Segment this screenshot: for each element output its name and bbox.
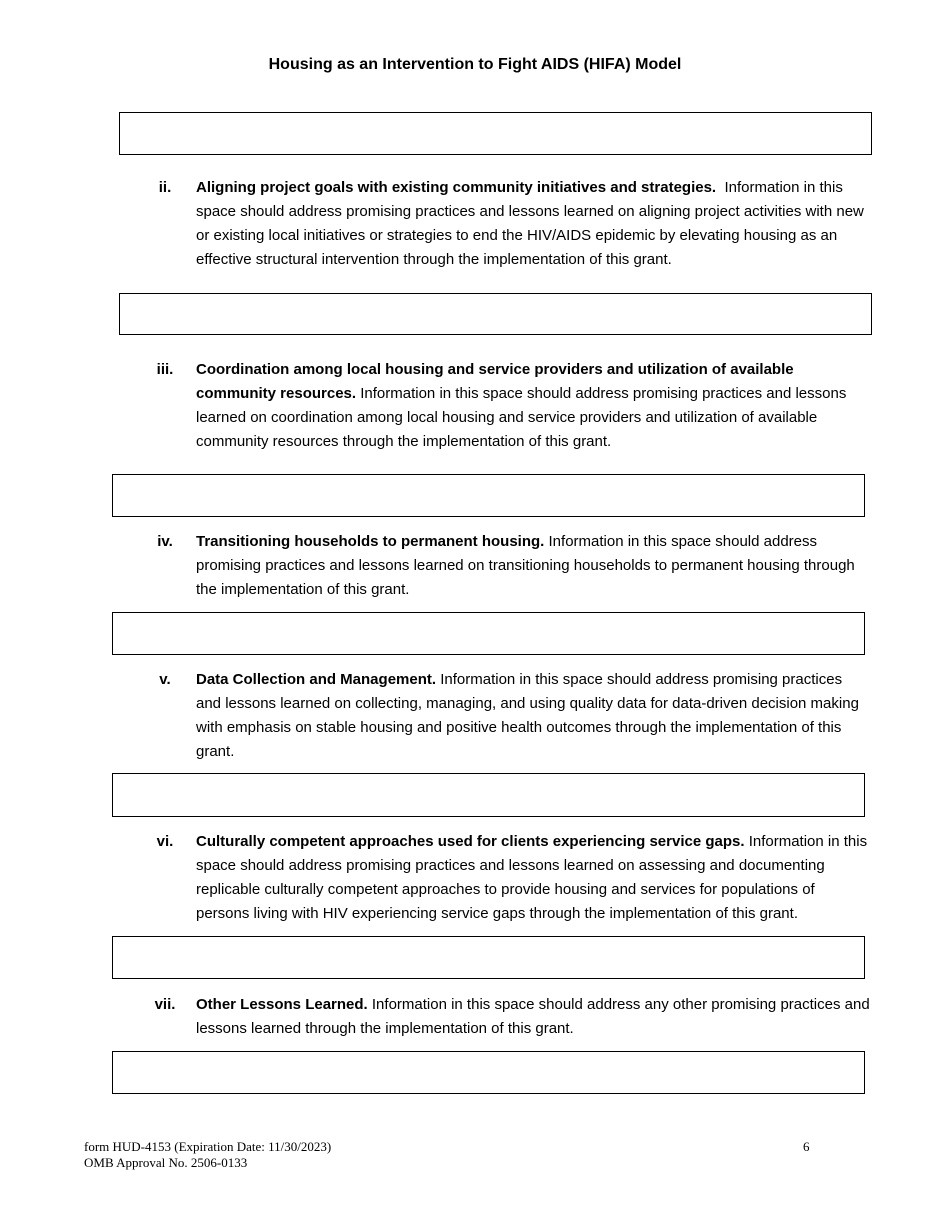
item-body: Information in this space should address promising practices and lessons learned on transitioning households to permanent housing through the implementation of this grant. (196, 533, 855, 598)
item-vi (150, 830, 870, 926)
item-number: vii. (154, 996, 176, 1013)
item-heading: Other Lessons Learned. (196, 996, 368, 1013)
item-heading: Data Collection and Management. (196, 671, 437, 688)
item-heading: Coordination among local housing and service providers and utilization of available community resources. (196, 361, 794, 402)
item-number: vi. (156, 833, 174, 850)
response-box-v[interactable] (112, 773, 865, 817)
response-box-i[interactable] (119, 112, 872, 155)
item-ii (150, 176, 870, 272)
omb-approval: OMB Approval No. 2506-0133 (84, 1155, 248, 1170)
item-body: Information in this space should address any other promising practices and lessons learned through the implementation of this grant. (196, 996, 870, 1037)
response-box-vi[interactable] (112, 936, 865, 979)
item-iii (150, 358, 870, 454)
page-number: 6 (803, 1139, 810, 1154)
item-number: v. (159, 671, 171, 688)
response-box-ii[interactable] (119, 293, 872, 335)
response-box-iv[interactable] (112, 612, 865, 655)
page-title: Housing as an Intervention to Fight AIDS (HIFA) Model (268, 56, 682, 73)
item-body: Information in this space should address promising practices and lessons learned on assessing and documenting replicable culturally competent approaches to provide housing and services for populations of persons living with HIV experiencing service gaps through the implementation of this grant. (196, 833, 868, 922)
item-heading: Culturally competent approaches used for clients experiencing service gaps. (196, 833, 745, 850)
item-number: iii. (156, 361, 174, 378)
response-box-vii[interactable] (112, 1051, 865, 1094)
item-v (150, 668, 870, 764)
item-iv (150, 530, 870, 602)
item-number: ii. (158, 179, 172, 196)
item-number: iv. (157, 533, 173, 550)
form-number: form HUD-4153 (Expiration Date: 11/30/2023) (84, 1139, 332, 1154)
response-box-iii[interactable] (112, 474, 865, 517)
item-body: Information in this space should address promising practices and lessons learned on collecting, managing, and using quality data for data-driven decision making with emphasis on stable housing and positive health outcomes through the implementation of this grant. (196, 671, 859, 760)
item-heading: Transitioning households to permanent housing. (196, 533, 545, 550)
item-body: Information in this space should address promising practices and lessons learned on coordination among local housing and service providers and utilization of available community resources through the implementation of this grant. (196, 385, 847, 450)
item-heading: Aligning project goals with existing community initiatives and strategies. (196, 179, 717, 196)
form-footer (84, 1139, 331, 1171)
item-body: Information in this space should address promising practices and lessons learned on aligning project activities with new or existing local initiatives or strategies to end the HIV/AIDS epidemic by elevating housing as an effective structural intervention through the implementation of this grant. (196, 179, 864, 268)
item-vii (150, 993, 870, 1041)
